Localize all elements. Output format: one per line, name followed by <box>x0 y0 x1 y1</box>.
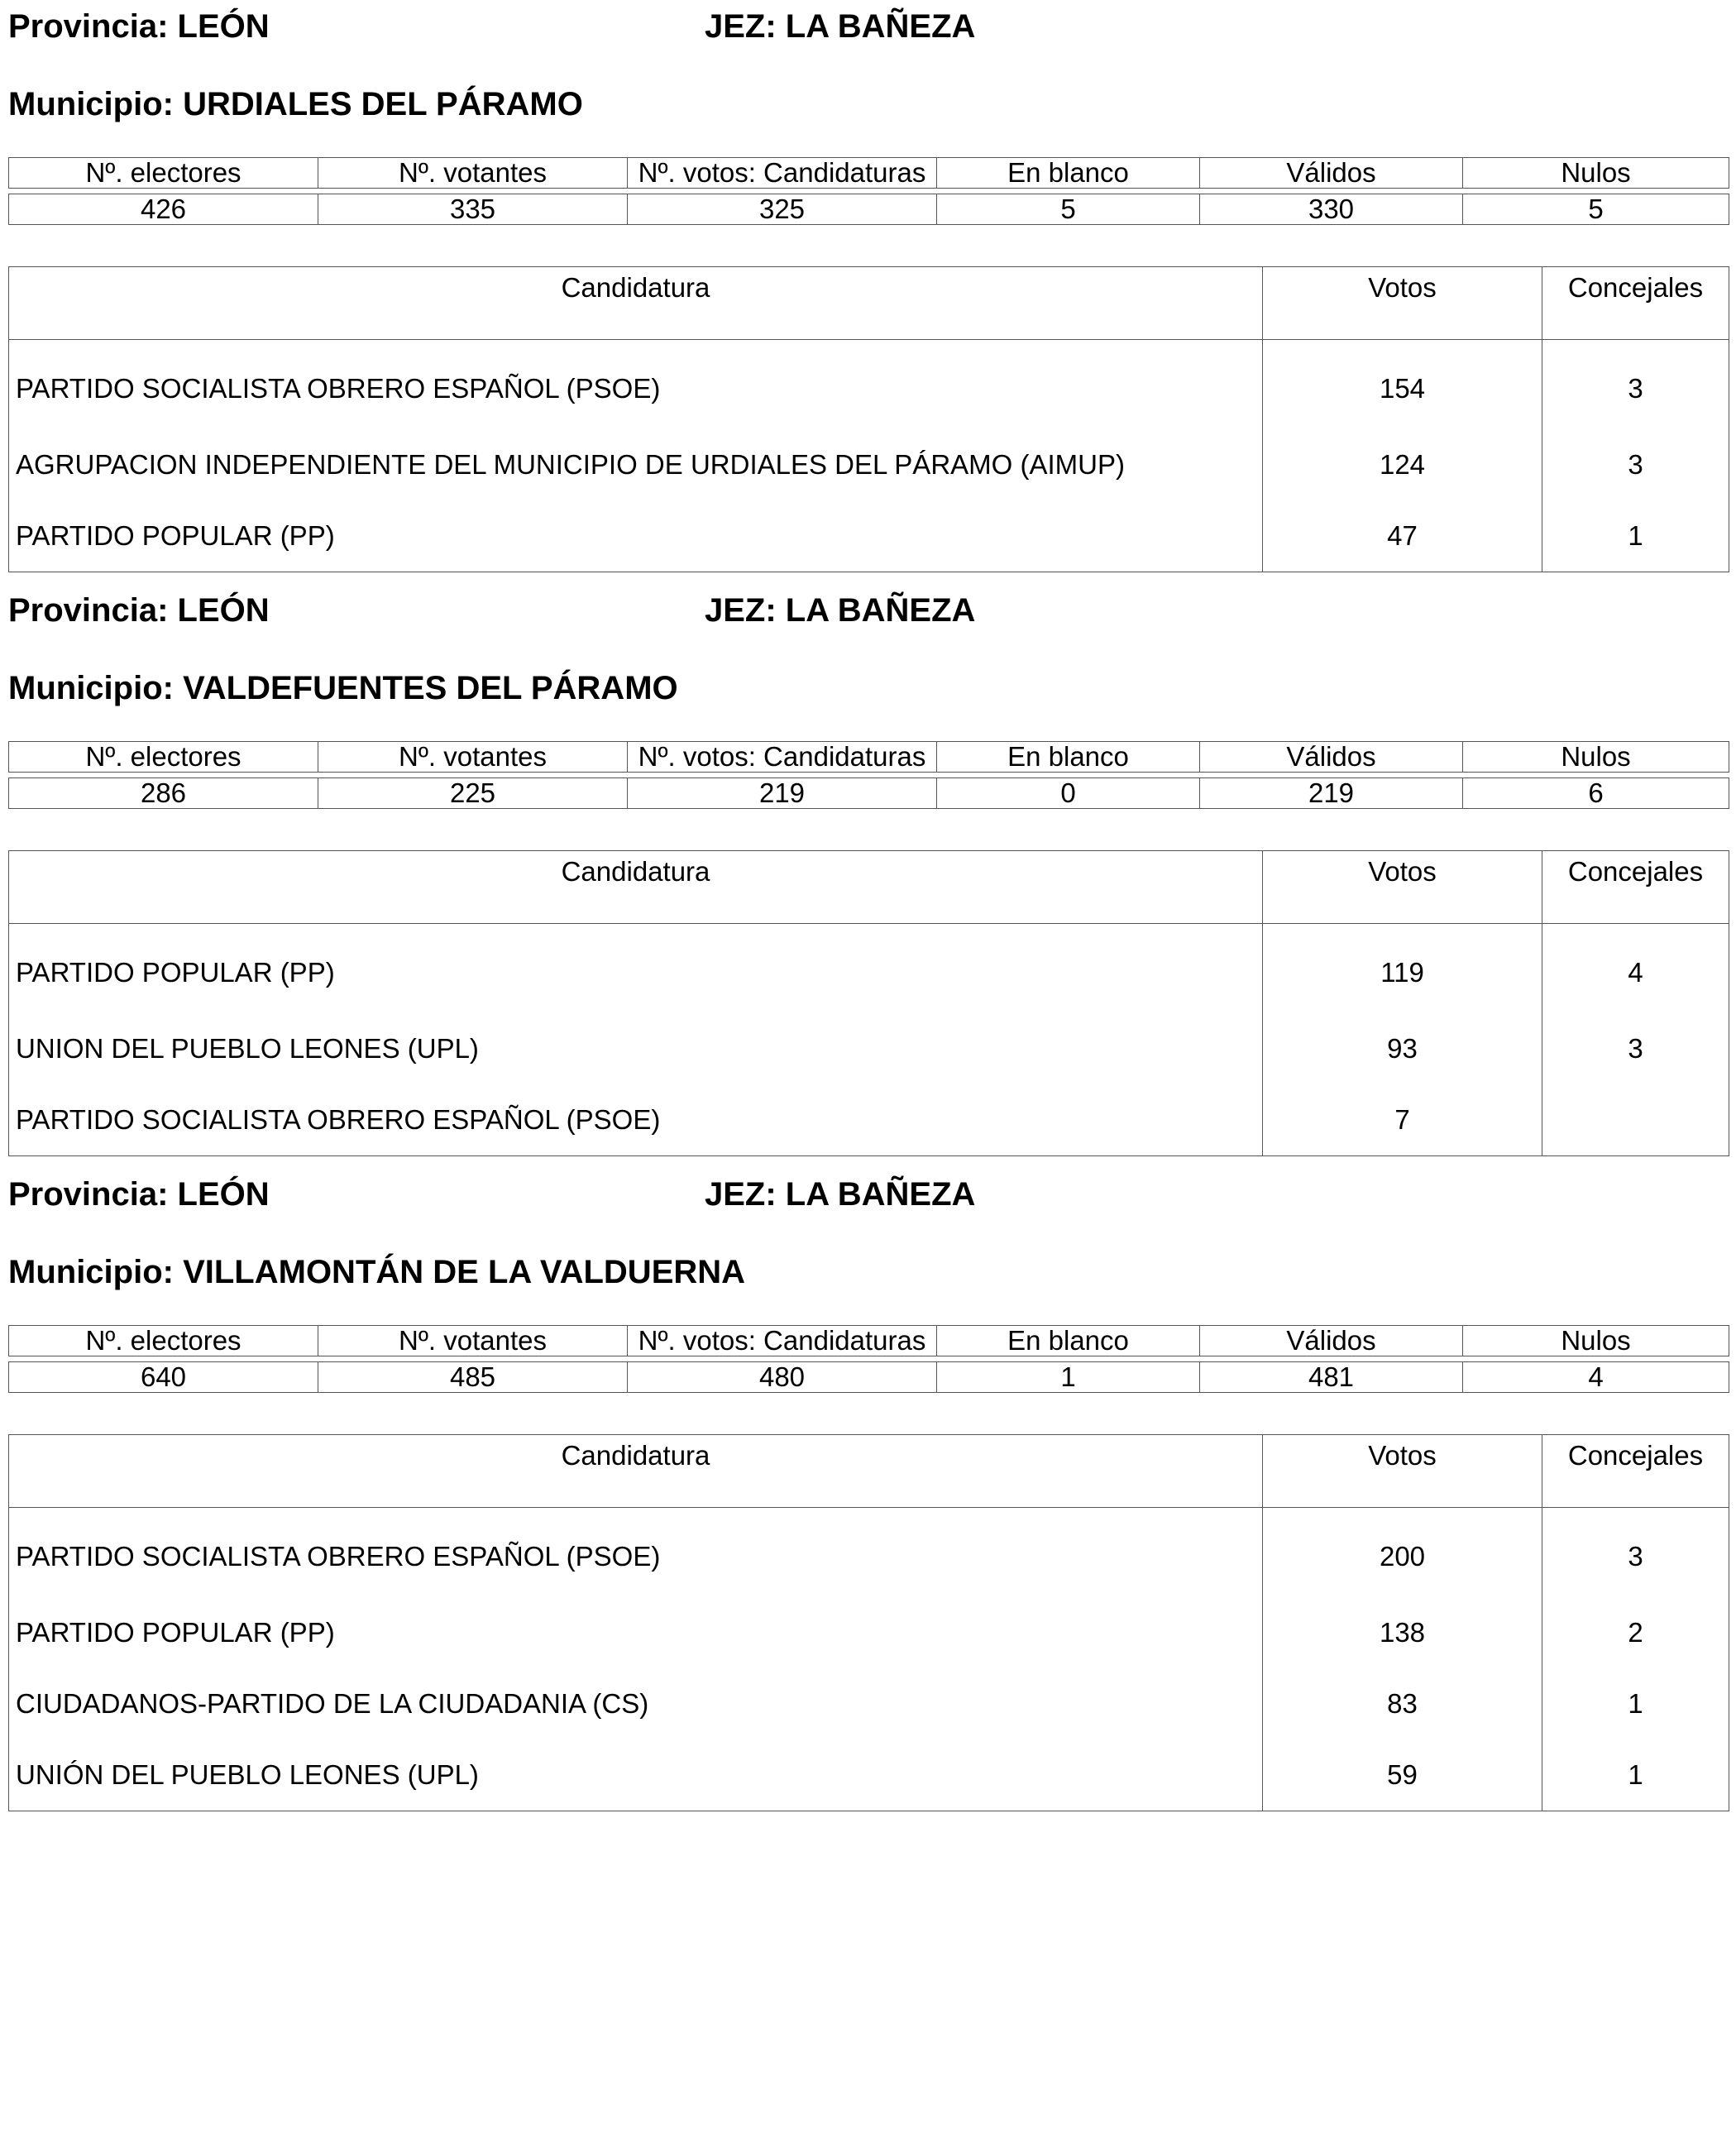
table-row <box>9 340 1729 430</box>
summary-header-cell: Válidos <box>1200 1326 1463 1356</box>
summary-table <box>8 157 1729 225</box>
cand-header-cell: Votos <box>1263 267 1542 340</box>
summary-value-row <box>9 778 1729 809</box>
summary-header-cell: En blanco <box>937 1326 1200 1356</box>
summary-header-cell: Nº. votos: Candidaturas <box>628 158 937 189</box>
summary-value-cell: 5 <box>937 194 1200 225</box>
summary-header-cell: Nº. electores <box>9 742 318 773</box>
cand-header-row <box>9 851 1729 924</box>
summary-value-cell: 1 <box>937 1362 1200 1393</box>
cand-name: PARTIDO SOCIALISTA OBRERO ESPAÑOL (PSOE) <box>16 1541 661 1572</box>
summary-value-cell: 335 <box>318 194 628 225</box>
summary-header-row <box>9 742 1729 773</box>
cand-header-row <box>9 267 1729 340</box>
summary-header-cell: Nº. votantes <box>318 158 628 189</box>
municipio-title: Municipio: URDIALES DEL PÁRAMO <box>8 86 583 122</box>
cand-header-cell: Concejales <box>1542 1435 1729 1508</box>
cand-name: UNION DEL PUEBLO LEONES (UPL) <box>16 1033 479 1064</box>
cand-concejales: 1 <box>1542 1739 1729 1811</box>
summary-header-cell: Nº. votos: Candidaturas <box>628 742 937 773</box>
cand-name: PARTIDO POPULAR (PP) <box>16 520 335 551</box>
cand-concejales: 4 <box>1542 924 1729 1014</box>
cand-concejales: 1 <box>1542 500 1729 572</box>
candidaturas-table <box>8 266 1729 572</box>
cand-concejales: 3 <box>1542 1013 1729 1084</box>
cand-concejales: 1 <box>1542 1668 1729 1739</box>
summary-header-cell: Nº. votantes <box>318 1326 628 1356</box>
cand-header-cell: Concejales <box>1542 851 1729 924</box>
table-row <box>9 1508 1729 1598</box>
summary-header-cell: En blanco <box>937 158 1200 189</box>
cand-name: PARTIDO SOCIALISTA OBRERO ESPAÑOL (PSOE) <box>16 1104 661 1135</box>
summary-value-cell: 485 <box>318 1362 628 1393</box>
cand-header-cell: Votos <box>1263 851 1542 924</box>
summary-header-cell: Nº. electores <box>9 158 318 189</box>
cand-name: CIUDADANOS-PARTIDO DE LA CIUDADANIA (CS) <box>16 1688 649 1719</box>
summary-value-row <box>9 1362 1729 1393</box>
cand-header-cell: Candidatura <box>9 267 1263 340</box>
summary-header-cell: Válidos <box>1200 158 1463 189</box>
summary-value-cell: 480 <box>628 1362 937 1393</box>
cand-concejales <box>1542 1084 1729 1156</box>
cand-header-cell: Candidatura <box>9 1435 1263 1508</box>
summary-header-cell: En blanco <box>937 742 1200 773</box>
candidaturas-table <box>8 1434 1729 1811</box>
cand-concejales: 3 <box>1542 340 1729 430</box>
cand-name: PARTIDO POPULAR (PP) <box>16 1617 335 1648</box>
municipio-title: Municipio: VALDEFUENTES DEL PÁRAMO <box>8 670 678 706</box>
cand-votos: 83 <box>1263 1668 1542 1739</box>
cand-header-cell: Concejales <box>1542 267 1729 340</box>
cand-header-row <box>9 1435 1729 1508</box>
summary-value-cell: 426 <box>9 194 318 225</box>
table-row <box>9 1597 1729 1668</box>
summary-value-cell: 0 <box>937 778 1200 809</box>
cand-name: UNIÓN DEL PUEBLO LEONES (UPL) <box>16 1759 479 1790</box>
provincia-label: Provincia: LEÓN <box>8 1176 270 1213</box>
cand-concejales: 3 <box>1542 1508 1729 1598</box>
cand-votos: 93 <box>1263 1013 1542 1084</box>
cand-header-cell: Votos <box>1263 1435 1542 1508</box>
summary-value-row <box>9 194 1729 225</box>
summary-header-cell: Nº. votantes <box>318 742 628 773</box>
summary-table <box>8 741 1729 809</box>
cand-votos: 119 <box>1263 924 1542 1014</box>
table-row <box>9 1013 1729 1084</box>
summary-value-cell: 330 <box>1200 194 1463 225</box>
cand-votos: 200 <box>1263 1508 1542 1598</box>
summary-value-cell: 481 <box>1200 1362 1463 1393</box>
jez-label: JEZ: LA BAÑEZA <box>705 8 976 45</box>
summary-value-cell: 286 <box>9 778 318 809</box>
provincia-label: Provincia: LEÓN <box>8 8 270 45</box>
cand-name: PARTIDO POPULAR (PP) <box>16 957 335 988</box>
table-row <box>9 500 1729 572</box>
summary-header-row <box>9 158 1729 189</box>
provincia-label: Provincia: LEÓN <box>8 592 270 629</box>
jez-label: JEZ: LA BAÑEZA <box>705 592 976 629</box>
summary-header-cell: Nº. votos: Candidaturas <box>628 1326 937 1356</box>
summary-value-cell: 4 <box>1463 1362 1729 1393</box>
cand-votos: 59 <box>1263 1739 1542 1811</box>
summary-value-cell: 225 <box>318 778 628 809</box>
summary-value-cell: 640 <box>9 1362 318 1393</box>
summary-table <box>8 1325 1729 1393</box>
cand-header-cell: Candidatura <box>9 851 1263 924</box>
jez-label: JEZ: LA BAÑEZA <box>705 1176 976 1213</box>
cand-name: AGRUPACION INDEPENDIENTE DEL MUNICIPIO DE URDIALES DEL PÁRAMO (AIMUP) <box>16 449 1125 480</box>
cand-concejales: 2 <box>1542 1597 1729 1668</box>
cand-votos: 138 <box>1263 1597 1542 1668</box>
summary-header-cell: Nulos <box>1463 742 1729 773</box>
summary-value-cell: 325 <box>628 194 937 225</box>
table-row <box>9 924 1729 1014</box>
cand-name: PARTIDO SOCIALISTA OBRERO ESPAÑOL (PSOE) <box>16 373 661 404</box>
cand-votos: 7 <box>1263 1084 1542 1156</box>
summary-header-cell: Nulos <box>1463 158 1729 189</box>
cand-concejales: 3 <box>1542 429 1729 500</box>
municipio-title: Municipio: VILLAMONTÁN DE LA VALDUERNA <box>8 1254 746 1290</box>
summary-value-cell: 6 <box>1463 778 1729 809</box>
cand-votos: 154 <box>1263 340 1542 430</box>
summary-value-cell: 219 <box>628 778 937 809</box>
table-row <box>9 1668 1729 1739</box>
table-row <box>9 429 1729 500</box>
candidaturas-table <box>8 850 1729 1156</box>
table-row <box>9 1739 1729 1811</box>
cand-votos: 47 <box>1263 500 1542 572</box>
summary-value-cell: 5 <box>1463 194 1729 225</box>
summary-header-cell: Válidos <box>1200 742 1463 773</box>
table-row <box>9 1084 1729 1156</box>
summary-header-cell: Nulos <box>1463 1326 1729 1356</box>
summary-value-cell: 219 <box>1200 778 1463 809</box>
summary-header-cell: Nº. electores <box>9 1326 318 1356</box>
summary-header-row <box>9 1326 1729 1356</box>
cand-votos: 124 <box>1263 429 1542 500</box>
